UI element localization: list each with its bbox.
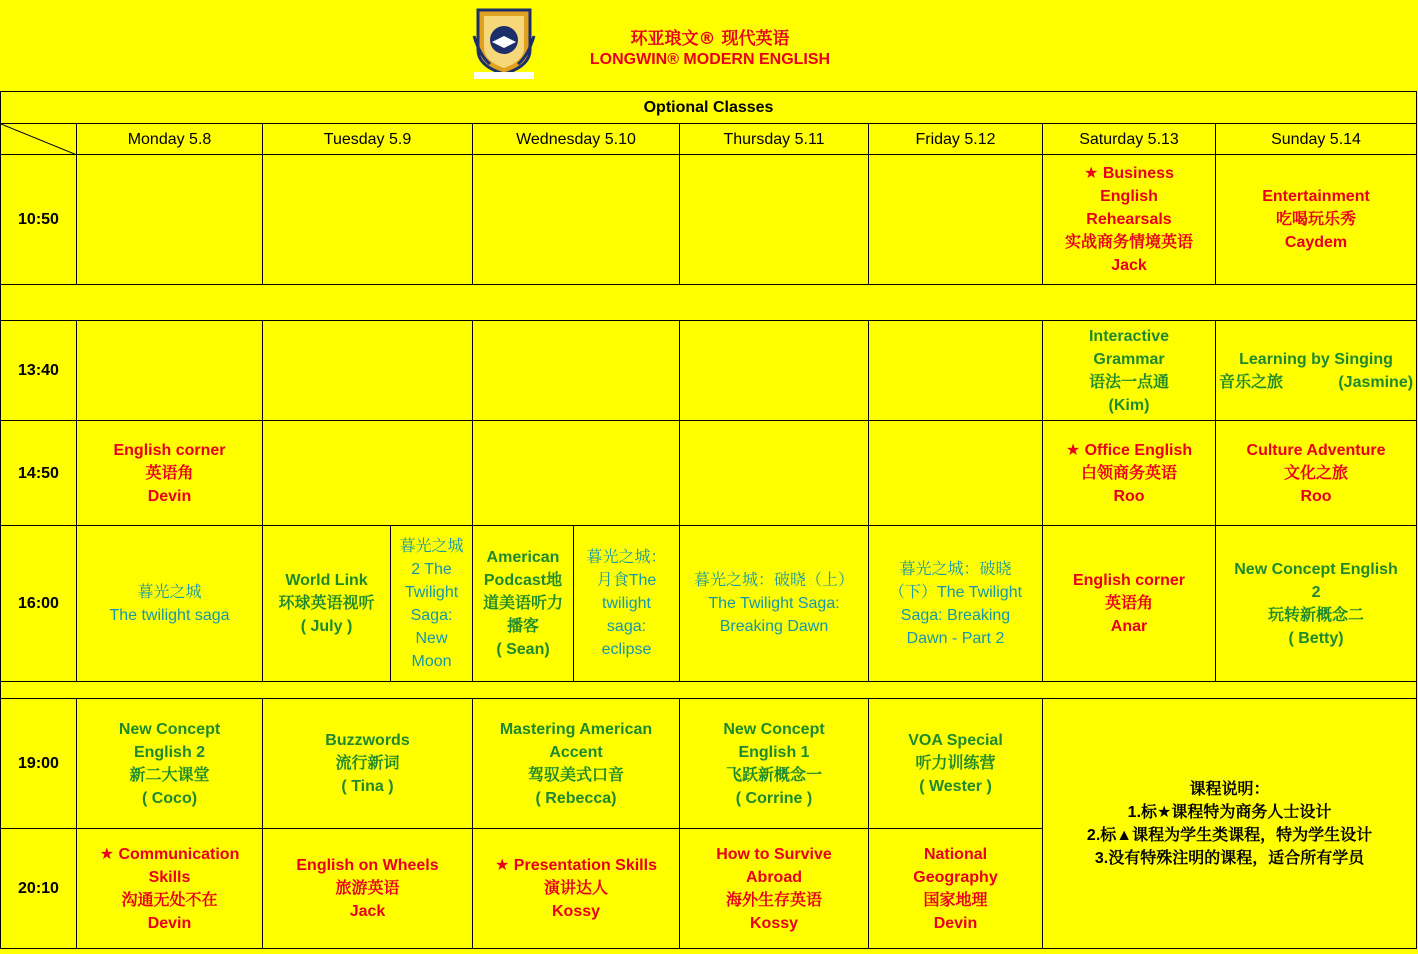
day-header-monday: Monday 5.8	[77, 124, 263, 155]
schedule-table	[0, 91, 1417, 949]
class-cell[interactable]	[1043, 155, 1216, 285]
class-line: ( Tina )	[341, 778, 394, 795]
class-line: 旅游英语	[335, 880, 400, 897]
class-cell[interactable]	[263, 829, 473, 949]
class-line: 文化之旅	[1284, 464, 1349, 482]
class-line: 道美语听力	[482, 595, 563, 612]
empty-cell	[680, 421, 869, 526]
corner-cell	[1, 124, 77, 155]
class-cell[interactable]	[680, 526, 869, 682]
class-line: Devin	[933, 914, 978, 932]
class-line: ( Betty)	[1288, 629, 1344, 647]
class-line: Mastering American	[499, 720, 653, 738]
class-line: The Twilight Saga:	[708, 595, 840, 612]
class-cell[interactable]	[1216, 155, 1417, 285]
day-header-friday: Friday 5.12	[869, 124, 1043, 155]
time-label: 10:50	[1, 155, 77, 285]
class-line: 海外生存英语	[725, 891, 822, 909]
class-line: 玩转新概念二	[1268, 606, 1365, 624]
class-line: Saga: Breaking	[900, 606, 1011, 624]
class-cell[interactable]	[77, 526, 263, 682]
class-line: ( Rebecca)	[535, 789, 617, 807]
class-line: ★ Business	[1084, 165, 1174, 182]
class-line: 暮光之城：破晓	[899, 560, 1012, 578]
class-line: 实战商务情境英语	[1064, 234, 1193, 251]
class-cell[interactable]	[77, 699, 263, 829]
day-header-tuesday: Tuesday 5.9	[263, 124, 473, 155]
class-cell[interactable]	[263, 526, 391, 682]
class-line: Jack	[349, 903, 386, 920]
class-line: 2	[1311, 583, 1321, 601]
class-line: English 1	[738, 743, 810, 761]
class-line: 音乐之旅	[1219, 373, 1284, 391]
spacer-row	[1, 682, 1417, 699]
class-line: ( Coco)	[141, 789, 198, 807]
class-line: 英语角	[145, 464, 194, 482]
note-line: 2.标▲课程为学生类课程，特为学生设计	[1086, 826, 1373, 844]
class-line: Interactive	[1088, 327, 1170, 345]
class-line: New Concept	[118, 720, 221, 738]
class-line: Roo	[1113, 487, 1145, 505]
class-line: Rehearsals	[1086, 211, 1172, 228]
empty-cell	[869, 155, 1043, 285]
class-line: English 2	[133, 743, 206, 761]
class-line: VOA Special	[908, 732, 1003, 749]
class-line: 环球英语视听	[278, 595, 375, 612]
class-line: Saga:	[410, 606, 453, 624]
time-label: 13:40	[1, 321, 77, 421]
class-line: Geography	[913, 868, 998, 886]
class-line: 白领商务英语	[1080, 464, 1177, 482]
note-title: 课程说明：	[1189, 780, 1270, 798]
class-line: How to Survive	[716, 845, 832, 863]
day-header-thursday: Thursday 5.11	[680, 124, 869, 155]
class-line: Jack	[1111, 257, 1147, 274]
class-line: Kossy	[749, 914, 799, 932]
class-line: English corner	[1072, 572, 1186, 589]
class-line: 英语角	[1104, 595, 1153, 612]
header	[0, 0, 1418, 90]
longwin-logo-icon	[470, 6, 538, 84]
class-line: New	[415, 629, 448, 647]
class-line: (Jasmine)	[1338, 373, 1414, 391]
class-line: Moon	[411, 652, 452, 670]
class-cell[interactable]	[1043, 421, 1216, 526]
class-line: 新二大课堂	[129, 766, 210, 784]
class-line: English on Wheels	[296, 857, 439, 874]
class-cell[interactable]	[869, 699, 1043, 829]
class-line: saga:	[606, 618, 647, 635]
class-cell[interactable]	[680, 829, 869, 949]
note-line: 3.没有特殊注明的课程，适合所有学员	[1094, 849, 1365, 867]
class-line: Buzzwords	[325, 732, 410, 749]
empty-cell	[77, 321, 263, 421]
class-line: American	[486, 549, 560, 566]
class-line: (Kim)	[1108, 396, 1150, 414]
class-line: 吃喝玩乐秀	[1276, 211, 1357, 228]
empty-cell	[680, 321, 869, 421]
class-cell[interactable]	[391, 526, 473, 682]
class-line: twilight	[602, 595, 651, 612]
title-cn: 环亚琅文® 现代英语	[630, 29, 790, 49]
class-cell[interactable]	[77, 829, 263, 949]
class-line: 暮光之城	[399, 537, 464, 555]
class-line: 演讲达人	[543, 880, 608, 897]
class-line: Culture Adventure	[1246, 441, 1386, 459]
class-line: ( Wester )	[919, 778, 992, 795]
empty-cell	[263, 321, 473, 421]
class-line: The twilight saga	[109, 606, 230, 624]
day-header-saturday: Saturday 5.13	[1043, 124, 1216, 155]
class-line: English corner	[113, 441, 226, 459]
empty-cell	[473, 421, 680, 526]
class-line: Abroad	[746, 868, 802, 886]
class-line: 暮光之城	[137, 583, 202, 601]
class-cell[interactable]	[263, 699, 473, 829]
class-cell[interactable]	[574, 526, 680, 682]
class-cell[interactable]	[1043, 526, 1216, 682]
class-line: New Concept	[723, 720, 825, 738]
class-line: 播客	[506, 618, 539, 635]
class-line: 流行新词	[335, 755, 400, 772]
class-cell[interactable]	[1216, 526, 1417, 682]
class-line: eclipse	[601, 641, 652, 658]
class-cell[interactable]	[1216, 421, 1417, 526]
class-line: ★ Communication	[99, 845, 240, 863]
class-line: Grammar	[1093, 350, 1165, 368]
class-cell[interactable]	[77, 421, 263, 526]
class-line: English	[1100, 188, 1158, 205]
class-line: Accent	[549, 743, 603, 761]
class-cell[interactable]	[680, 699, 869, 829]
time-label: 19:00	[1, 699, 77, 829]
time-label: 16:00	[1, 526, 77, 682]
class-line: 驾驭美式口音	[527, 766, 624, 784]
class-line: 国家地理	[923, 891, 988, 909]
empty-cell	[869, 421, 1043, 526]
class-line: Kossy	[551, 903, 601, 920]
class-line: Devin	[147, 914, 192, 932]
class-cell[interactable]	[473, 699, 680, 829]
class-cell[interactable]	[1043, 321, 1216, 421]
empty-cell	[869, 321, 1043, 421]
time-label: 14:50	[1, 421, 77, 526]
class-line: 2 The	[411, 560, 452, 578]
table-caption: Optional Classes	[1, 92, 1417, 124]
class-line: ( Sean)	[496, 641, 550, 658]
class-line: Podcast地	[483, 572, 563, 589]
class-line: Devin	[147, 487, 192, 505]
class-line: Anar	[1110, 618, 1148, 635]
title-en: LONGWIN® MODERN ENGLISH	[589, 51, 831, 68]
diagonal-line-icon	[1, 124, 77, 155]
empty-cell	[680, 155, 869, 285]
class-line: Roo	[1300, 487, 1332, 505]
day-header-sunday: Sunday 5.14	[1216, 124, 1417, 155]
spacer-row	[1, 285, 1417, 321]
class-cell[interactable]	[869, 526, 1043, 682]
empty-cell	[263, 421, 473, 526]
empty-cell	[473, 155, 680, 285]
class-line: World Link	[285, 572, 368, 589]
class-line: Skills	[148, 868, 191, 886]
class-line: 语法一点通	[1088, 373, 1169, 391]
class-line: Caydem	[1284, 234, 1348, 251]
class-line-split	[1216, 371, 1416, 394]
course-notes	[1043, 699, 1417, 949]
class-line: Breaking Dawn	[719, 618, 829, 635]
class-line: National	[923, 845, 988, 863]
class-cell[interactable]	[473, 829, 680, 949]
class-cell[interactable]	[1216, 321, 1417, 421]
class-line: （下）The Twilight	[888, 583, 1023, 601]
class-line: 飞跃新概念一	[725, 766, 822, 784]
class-line: ( July )	[300, 618, 353, 635]
class-line: Entertainment	[1262, 188, 1370, 205]
empty-cell	[473, 321, 680, 421]
empty-cell	[263, 155, 473, 285]
class-line: 月食The	[596, 572, 657, 589]
class-line: Learning by Singing	[1239, 350, 1393, 368]
day-header-wednesday: Wednesday 5.10	[473, 124, 680, 155]
class-line: 暮光之城：	[586, 549, 667, 566]
class-line: 暮光之城：破晓（上）	[693, 572, 854, 589]
time-label: 20:10	[1, 829, 77, 949]
note-line: 1.标★课程特为商务人士设计	[1127, 803, 1332, 821]
class-line: ( Corrine )	[735, 789, 813, 807]
class-line: ★ Office English	[1065, 441, 1193, 459]
class-cell[interactable]	[473, 526, 574, 682]
class-line: New Concept English	[1234, 560, 1398, 578]
class-line: ★ Presentation Skills	[495, 857, 657, 874]
class-line: 沟通无处不在	[121, 891, 218, 909]
class-cell[interactable]	[869, 829, 1043, 949]
empty-cell	[77, 155, 263, 285]
class-line: Twilight	[404, 583, 459, 601]
class-line: 听力训练营	[915, 755, 996, 772]
class-line: Dawn - Part 2	[906, 629, 1005, 647]
